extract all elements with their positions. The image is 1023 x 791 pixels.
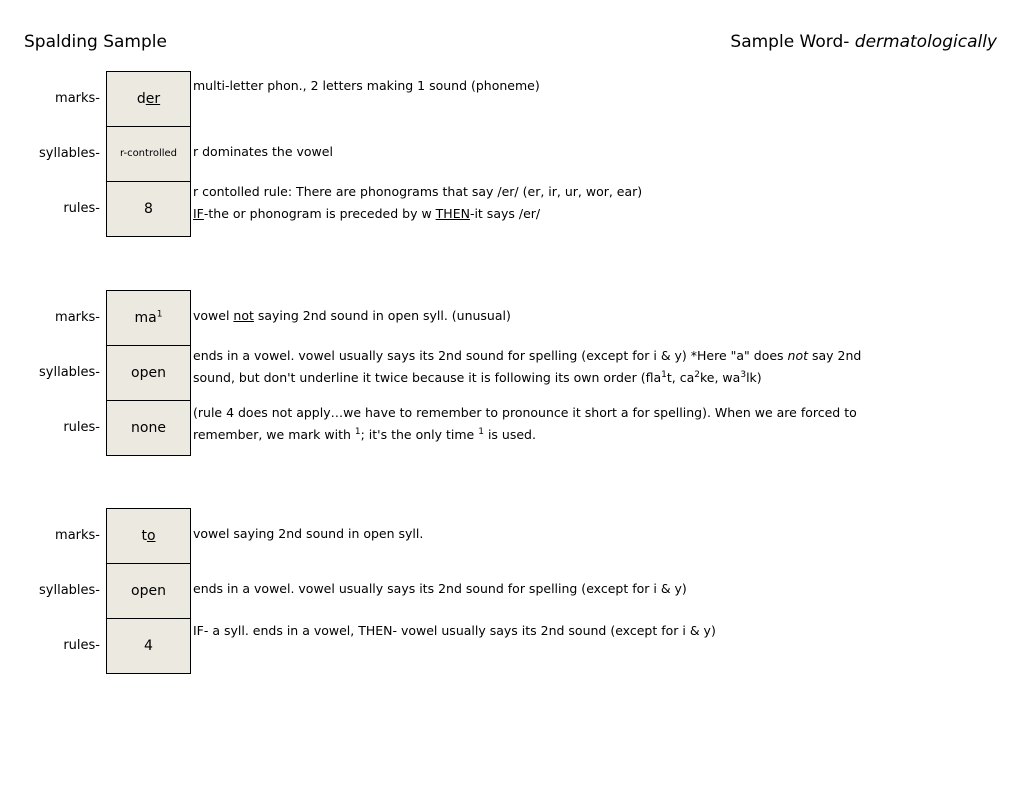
marks-desc-pre: vowel (193, 308, 234, 323)
rules-then-keyword: THEN (435, 206, 470, 221)
rules-line2-a: remember, we mark with (193, 427, 355, 442)
rules-cell: 4 (106, 618, 191, 674)
rules-line2-end: -it says /er/ (469, 206, 541, 221)
syllables-sup-1: 1 (661, 369, 667, 380)
section-to (0, 508, 1023, 673)
rules-sup-1: 1 (354, 426, 361, 437)
rules-description-line2 (193, 203, 1008, 225)
marks-cell-text: d (136, 91, 146, 107)
rules-desc-line1: (rule 4 does not apply…we have to remember to pronounce it short a for spelling). When we are forced to (193, 405, 857, 420)
syllables-sup-3: 3 (740, 369, 747, 380)
marks-cell (106, 71, 191, 126)
syllables-label: syllables- (39, 583, 100, 598)
marks-label: marks- (55, 91, 100, 106)
rules-sup-2: 1 (478, 426, 484, 437)
syllables-line2-a: sound, but don't underline it twice because it is following its own order (fla (193, 370, 662, 385)
section-ma (0, 290, 1023, 455)
marks-cell-underlined: o (146, 528, 156, 544)
sample-word-heading (730, 32, 997, 52)
rules-label: rules- (63, 201, 100, 216)
marks-cell (106, 508, 191, 563)
rules-line2-b: ; it's the only time (360, 427, 479, 442)
syllables-line2-d: lk) (746, 370, 762, 385)
rules-row (0, 400, 1023, 455)
syllables-cell: r-controlled (106, 126, 191, 181)
rules-if-keyword: IF (193, 206, 204, 221)
syllables-line1-pre: ends in a vowel. vowel usually says its 2nd sound for spelling (except for i & y) *Here "a" does (193, 348, 788, 363)
marks-row (0, 71, 1023, 126)
marks-row (0, 290, 1023, 345)
rules-row (0, 181, 1023, 236)
rules-cell: 8 (106, 181, 191, 237)
syllables-label: syllables- (39, 365, 100, 380)
sample-word-prefix: Sample Word- (730, 32, 855, 52)
syllables-line1-not: not (787, 348, 809, 363)
syllables-description: ends in a vowel. vowel usually says its 2nd sound for spelling (except for i & y) (193, 581, 687, 596)
marks-cell-text: ma (134, 310, 157, 326)
syllables-description (193, 345, 1008, 389)
marks-row (0, 508, 1023, 563)
rules-label: rules- (63, 420, 100, 435)
marks-cell-text: t (141, 528, 147, 544)
syllables-line2-b: t, ca (666, 370, 695, 385)
marks-desc-post: saying 2nd sound in open syll. (unusual) (253, 308, 511, 323)
syllables-sup-2: 2 (694, 369, 700, 380)
rules-row (0, 618, 1023, 673)
syllables-row (0, 563, 1023, 618)
syllables-cell: open (106, 563, 191, 618)
rules-line2-c: is used. (483, 427, 536, 442)
sample-word: dermatologically (854, 32, 997, 52)
syllables-desc-line2 (193, 367, 1008, 389)
rules-description (193, 402, 1008, 446)
marks-description: vowel saying 2nd sound in open syll. (193, 526, 424, 541)
syllables-row (0, 126, 1023, 181)
rules-description (193, 181, 1008, 225)
document-title: Spalding Sample (24, 32, 167, 52)
marks-label: marks- (55, 528, 100, 543)
marks-label: marks- (55, 310, 100, 325)
syllables-description: r dominates the vowel (193, 144, 333, 159)
syllables-desc-line1 (193, 345, 1008, 367)
rules-description-line1: r contolled rule: There are phonograms that say /er/ (er, ir, ur, wor, ear) (193, 184, 643, 199)
marks-description: multi-letter phon., 2 letters making 1 sound (phoneme) (193, 78, 540, 93)
syllables-line2-c: ke, wa (700, 370, 741, 385)
rules-line2-mid: -the or phonogram is preceded by w (203, 206, 436, 221)
rules-desc-line2 (193, 424, 1008, 446)
syllables-cell: open (106, 345, 191, 400)
section-der (0, 71, 1023, 236)
marks-cell-sup: 1 (156, 309, 163, 320)
marks-cell (106, 290, 191, 345)
syllables-row (0, 345, 1023, 400)
rules-cell: none (106, 400, 191, 456)
syllables-line1-post: say 2nd (808, 348, 862, 363)
marks-desc-not: not (233, 308, 254, 323)
rules-description: IF- a syll. ends in a vowel, THEN- vowel usually says its 2nd sound (except for i & y) (193, 623, 716, 638)
marks-cell-underlined: er (145, 91, 161, 107)
syllables-label: syllables- (39, 146, 100, 161)
marks-description (193, 305, 1008, 327)
rules-label: rules- (63, 638, 100, 653)
